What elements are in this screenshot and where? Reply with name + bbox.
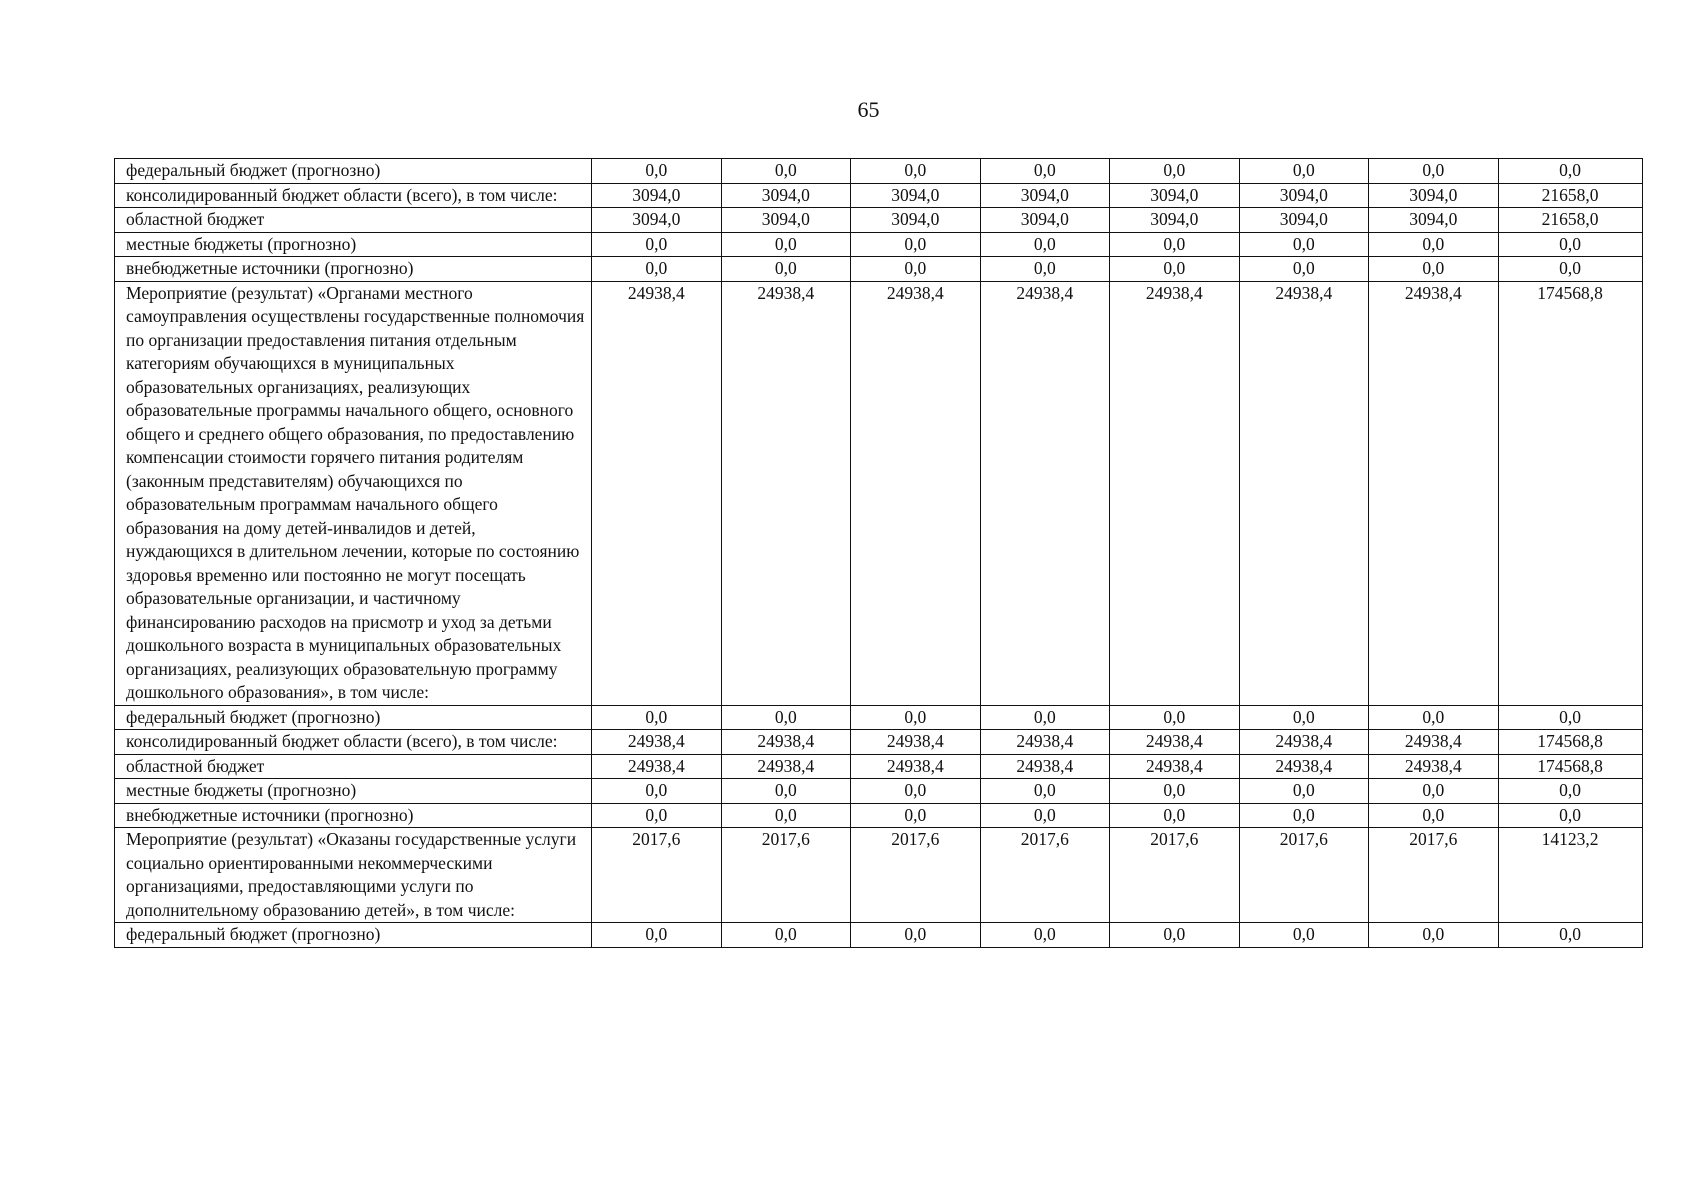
table-row: [115, 923, 1643, 948]
year-value-cell: 0,0: [1369, 923, 1499, 948]
year-value-cell: 0,0: [980, 779, 1110, 804]
total-value-cell: 0,0: [1498, 232, 1642, 257]
row-label: федеральный бюджет (прогнозно): [115, 705, 592, 730]
year-value-cell: 24938,4: [1369, 754, 1499, 779]
year-value-cell: 0,0: [1110, 779, 1240, 804]
year-value-cell: 3094,0: [1239, 183, 1369, 208]
row-label: областной бюджет: [115, 754, 592, 779]
year-value-cell: 0,0: [1239, 923, 1369, 948]
table-row: [115, 828, 1643, 923]
year-value-cell: 0,0: [851, 803, 981, 828]
budget-table: [114, 158, 1643, 948]
year-value-cell: 0,0: [1239, 779, 1369, 804]
year-value-cell: 0,0: [1239, 232, 1369, 257]
table-row: [115, 232, 1643, 257]
year-value-cell: 24938,4: [721, 730, 851, 755]
year-value-cell: 3094,0: [721, 208, 851, 233]
year-value-cell: 24938,4: [851, 281, 981, 705]
year-value-cell: 0,0: [1239, 257, 1369, 282]
table-body: [115, 159, 1643, 948]
year-value-cell: 0,0: [1110, 232, 1240, 257]
total-value-cell: 0,0: [1498, 779, 1642, 804]
year-value-cell: 3094,0: [980, 208, 1110, 233]
year-value-cell: 0,0: [1369, 232, 1499, 257]
year-value-cell: 0,0: [1369, 257, 1499, 282]
year-value-cell: 0,0: [1239, 705, 1369, 730]
total-value-cell: 174568,8: [1498, 730, 1642, 755]
year-value-cell: 0,0: [1110, 923, 1240, 948]
year-value-cell: 24938,4: [721, 281, 851, 705]
year-value-cell: 0,0: [1369, 779, 1499, 804]
year-value-cell: 0,0: [1110, 257, 1240, 282]
year-value-cell: 24938,4: [592, 730, 722, 755]
year-value-cell: 3094,0: [1239, 208, 1369, 233]
total-value-cell: 0,0: [1498, 923, 1642, 948]
total-value-cell: 0,0: [1498, 159, 1642, 184]
year-value-cell: 24938,4: [980, 754, 1110, 779]
year-value-cell: 0,0: [721, 779, 851, 804]
table-row: [115, 705, 1643, 730]
year-value-cell: 24938,4: [1369, 281, 1499, 705]
year-value-cell: 3094,0: [592, 183, 722, 208]
year-value-cell: 3094,0: [721, 183, 851, 208]
year-value-cell: 0,0: [592, 232, 722, 257]
year-value-cell: 24938,4: [1110, 754, 1240, 779]
year-value-cell: 0,0: [1369, 803, 1499, 828]
year-value-cell: 0,0: [851, 923, 981, 948]
year-value-cell: 0,0: [721, 705, 851, 730]
year-value-cell: 2017,6: [721, 828, 851, 923]
year-value-cell: 0,0: [592, 705, 722, 730]
year-value-cell: 2017,6: [851, 828, 981, 923]
year-value-cell: 0,0: [721, 232, 851, 257]
year-value-cell: 0,0: [721, 923, 851, 948]
year-value-cell: 2017,6: [592, 828, 722, 923]
year-value-cell: 24938,4: [1239, 730, 1369, 755]
table-row: [115, 754, 1643, 779]
year-value-cell: 2017,6: [980, 828, 1110, 923]
year-value-cell: 0,0: [1110, 803, 1240, 828]
year-value-cell: 2017,6: [1110, 828, 1240, 923]
year-value-cell: 0,0: [721, 803, 851, 828]
total-value-cell: 21658,0: [1498, 183, 1642, 208]
table-row: [115, 803, 1643, 828]
year-value-cell: 3094,0: [1110, 208, 1240, 233]
year-value-cell: 0,0: [851, 779, 981, 804]
year-value-cell: 3094,0: [1110, 183, 1240, 208]
year-value-cell: 3094,0: [851, 183, 981, 208]
row-label: федеральный бюджет (прогнозно): [115, 923, 592, 948]
total-value-cell: 0,0: [1498, 705, 1642, 730]
year-value-cell: 0,0: [851, 705, 981, 730]
total-value-cell: 174568,8: [1498, 281, 1642, 705]
year-value-cell: 0,0: [721, 257, 851, 282]
year-value-cell: 0,0: [980, 923, 1110, 948]
total-value-cell: 174568,8: [1498, 754, 1642, 779]
year-value-cell: 3094,0: [851, 208, 981, 233]
year-value-cell: 0,0: [851, 159, 981, 184]
row-label: областной бюджет: [115, 208, 592, 233]
year-value-cell: 24938,4: [1239, 754, 1369, 779]
row-label: консолидированный бюджет области (всего), в том числе:: [115, 730, 592, 755]
row-label: федеральный бюджет (прогнозно): [115, 159, 592, 184]
year-value-cell: 24938,4: [851, 754, 981, 779]
row-label: внебюджетные источники (прогнозно): [115, 257, 592, 282]
year-value-cell: 0,0: [1110, 705, 1240, 730]
year-value-cell: 2017,6: [1369, 828, 1499, 923]
year-value-cell: 24938,4: [1239, 281, 1369, 705]
year-value-cell: 0,0: [592, 159, 722, 184]
year-value-cell: 3094,0: [980, 183, 1110, 208]
year-value-cell: 0,0: [980, 232, 1110, 257]
year-value-cell: 0,0: [592, 803, 722, 828]
year-value-cell: 0,0: [980, 803, 1110, 828]
table-row: [115, 281, 1643, 705]
year-value-cell: 24938,4: [1110, 730, 1240, 755]
year-value-cell: 0,0: [980, 257, 1110, 282]
table-row: [115, 730, 1643, 755]
table-row: [115, 257, 1643, 282]
row-label: местные бюджеты (прогнозно): [115, 232, 592, 257]
year-value-cell: 0,0: [592, 779, 722, 804]
year-value-cell: 24938,4: [851, 730, 981, 755]
year-value-cell: 0,0: [721, 159, 851, 184]
page-number: 65: [857, 97, 880, 122]
year-value-cell: 0,0: [1239, 803, 1369, 828]
table-row: [115, 779, 1643, 804]
year-value-cell: 0,0: [1110, 159, 1240, 184]
year-value-cell: 3094,0: [1369, 208, 1499, 233]
year-value-cell: 0,0: [592, 923, 722, 948]
year-value-cell: 24938,4: [721, 754, 851, 779]
total-value-cell: 0,0: [1498, 257, 1642, 282]
row-label: Мероприятие (результат) «Органами местного самоуправления осуществлены государственные полномочия по организации предоставления питания отдельным категориям обучающихся в муниципальных образовательных организациях, реализующих образовательные программы начального общего, основного общего и среднего общего образования, по предоставлению компенсации стоимости горячего питания родителям (законным представителям) обучающихся по образовательным программам начального общего образования на дому детей-инвалидов и детей, нуждающихся в длительном лечении, которые по состоянию здоровья временно или постоянно не могут посещать образовательные организации, и частичному финансированию расходов на присмотр и уход за детьми дошкольного возраста в муниципальных образовательных организациях, реализующих образовательную программу дошкольного образования», в том числе:: [115, 281, 592, 705]
table-row: [115, 208, 1643, 233]
year-value-cell: 24938,4: [592, 754, 722, 779]
row-label: внебюджетные источники (прогнозно): [115, 803, 592, 828]
row-label: Мероприятие (результат) «Оказаны государственные услуги социально ориентированными некоммерческими организациями, предоставляющими услуги по дополнительному образованию детей», в том числе:: [115, 828, 592, 923]
year-value-cell: 0,0: [851, 257, 981, 282]
year-value-cell: 0,0: [1239, 159, 1369, 184]
total-value-cell: 0,0: [1498, 803, 1642, 828]
year-value-cell: 0,0: [980, 705, 1110, 730]
year-value-cell: 0,0: [851, 232, 981, 257]
row-label: консолидированный бюджет области (всего), в том числе:: [115, 183, 592, 208]
year-value-cell: 0,0: [980, 159, 1110, 184]
year-value-cell: 24938,4: [1369, 730, 1499, 755]
year-value-cell: 0,0: [1369, 159, 1499, 184]
total-value-cell: 14123,2: [1498, 828, 1642, 923]
year-value-cell: 0,0: [1369, 705, 1499, 730]
table-row: [115, 159, 1643, 184]
year-value-cell: 24938,4: [592, 281, 722, 705]
year-value-cell: 24938,4: [980, 730, 1110, 755]
table-row: [115, 183, 1643, 208]
total-value-cell: 21658,0: [1498, 208, 1642, 233]
year-value-cell: 24938,4: [980, 281, 1110, 705]
year-value-cell: 3094,0: [1369, 183, 1499, 208]
year-value-cell: 24938,4: [1110, 281, 1240, 705]
row-label: местные бюджеты (прогнозно): [115, 779, 592, 804]
year-value-cell: 3094,0: [592, 208, 722, 233]
year-value-cell: 2017,6: [1239, 828, 1369, 923]
year-value-cell: 0,0: [592, 257, 722, 282]
